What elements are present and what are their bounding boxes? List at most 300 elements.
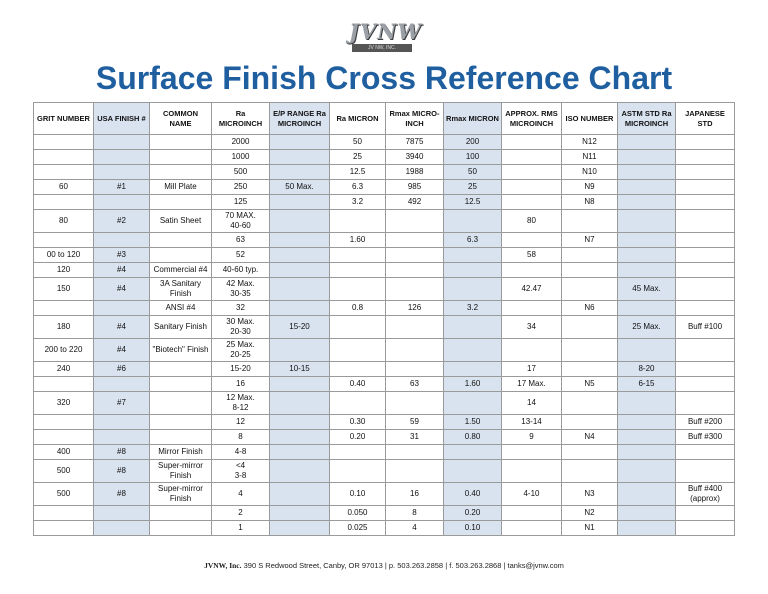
table-cell xyxy=(676,195,735,210)
table-cell xyxy=(150,165,212,180)
table-cell: 80 xyxy=(34,210,94,233)
table-cell xyxy=(330,362,386,377)
table-cell: N6 xyxy=(562,301,618,316)
table-cell: #4 xyxy=(94,263,150,278)
table-cell: 1 xyxy=(212,521,270,536)
table-cell xyxy=(270,377,330,392)
table-cell xyxy=(676,521,735,536)
table-cell: #3 xyxy=(94,248,150,263)
cross-reference-table xyxy=(33,102,735,536)
table-cell: 12 xyxy=(212,415,270,430)
table-cell: 70 MAX. 40-60 xyxy=(212,210,270,233)
table-row xyxy=(34,278,735,301)
table-cell: 3.2 xyxy=(444,301,502,316)
table-cell: Commercial #4 xyxy=(150,263,212,278)
table-cell: #8 xyxy=(94,483,150,506)
table-row xyxy=(34,415,735,430)
table-cell xyxy=(618,180,676,195)
table-cell xyxy=(34,195,94,210)
table-cell xyxy=(330,460,386,483)
table-cell xyxy=(150,233,212,248)
table-cell: 1.60 xyxy=(330,233,386,248)
table-cell: 100 xyxy=(444,150,502,165)
table-cell xyxy=(618,521,676,536)
table-row xyxy=(34,392,735,415)
table-cell xyxy=(330,339,386,362)
table-cell xyxy=(34,377,94,392)
table-cell xyxy=(150,135,212,150)
table-row xyxy=(34,362,735,377)
table-cell: 6-15 xyxy=(618,377,676,392)
footer-brand: JVNW, Inc. xyxy=(204,561,242,570)
table-cell: 0.30 xyxy=(330,415,386,430)
table-cell: 1.60 xyxy=(444,377,502,392)
table-cell: 6.3 xyxy=(444,233,502,248)
footer-separator: | xyxy=(445,561,450,570)
table-cell xyxy=(270,195,330,210)
table-cell xyxy=(562,445,618,460)
table-cell xyxy=(676,278,735,301)
table-cell: 126 xyxy=(386,301,444,316)
table-cell xyxy=(676,339,735,362)
table-cell: 8 xyxy=(212,430,270,445)
table-cell xyxy=(618,506,676,521)
table-cell xyxy=(94,415,150,430)
table-cell xyxy=(502,521,562,536)
table-cell xyxy=(502,233,562,248)
table-cell: 4-10 xyxy=(502,483,562,506)
table-row xyxy=(34,521,735,536)
table-cell xyxy=(562,316,618,339)
table-cell xyxy=(386,233,444,248)
table-cell: "Biotech" Finish xyxy=(150,339,212,362)
table-cell: N2 xyxy=(562,506,618,521)
table-row xyxy=(34,180,735,195)
table-cell: N11 xyxy=(562,150,618,165)
table-cell xyxy=(502,506,562,521)
table-cell xyxy=(562,392,618,415)
table-cell: 500 xyxy=(34,483,94,506)
table-cell: 320 xyxy=(34,392,94,415)
table-cell: 12 Max. 8-12 xyxy=(212,392,270,415)
table-cell xyxy=(444,339,502,362)
table-cell xyxy=(676,362,735,377)
table-cell: 0.10 xyxy=(330,483,386,506)
table-cell: 500 xyxy=(212,165,270,180)
table-cell: Super-mirror Finish xyxy=(150,460,212,483)
table-cell: Mill Plate xyxy=(150,180,212,195)
table-cell: 63 xyxy=(212,233,270,248)
logo-subtext: JV NW, INC. xyxy=(352,44,412,52)
table-cell xyxy=(150,377,212,392)
table-cell: 16 xyxy=(386,483,444,506)
table-cell: N3 xyxy=(562,483,618,506)
table-cell: <4 3-8 xyxy=(212,460,270,483)
table-cell xyxy=(502,150,562,165)
column-header: E/P RANGE Ra MICROINCH xyxy=(270,103,330,135)
table-cell: 2 xyxy=(212,506,270,521)
table-cell xyxy=(444,263,502,278)
table-cell xyxy=(618,445,676,460)
table-row xyxy=(34,210,735,233)
table-cell xyxy=(618,301,676,316)
table-cell xyxy=(676,135,735,150)
table-cell xyxy=(618,415,676,430)
table-cell xyxy=(618,233,676,248)
table-cell: 25 xyxy=(444,180,502,195)
table-cell xyxy=(270,460,330,483)
table-cell: #4 xyxy=(94,339,150,362)
table-row xyxy=(34,430,735,445)
table-cell: N1 xyxy=(562,521,618,536)
table-cell: 3A Sanitary Finish xyxy=(150,278,212,301)
page-title: Surface Finish Cross Reference Chart xyxy=(95,60,673,96)
table-cell: 80 xyxy=(502,210,562,233)
table-cell xyxy=(618,150,676,165)
table-cell: 125 xyxy=(212,195,270,210)
table-cell xyxy=(502,339,562,362)
table-cell xyxy=(444,445,502,460)
column-header: Rmax MICRON xyxy=(444,103,502,135)
table-cell xyxy=(618,430,676,445)
table-cell: N4 xyxy=(562,430,618,445)
table-cell: 1988 xyxy=(386,165,444,180)
table-cell xyxy=(150,521,212,536)
table-cell: N10 xyxy=(562,165,618,180)
table-cell xyxy=(330,316,386,339)
table-cell xyxy=(562,339,618,362)
table-row xyxy=(34,506,735,521)
table-cell: 15-20 xyxy=(212,362,270,377)
table-cell: 63 xyxy=(386,377,444,392)
table-cell: 0.10 xyxy=(444,521,502,536)
table-cell: 30 Max. 20-30 xyxy=(212,316,270,339)
table-cell: 14 xyxy=(502,392,562,415)
table-cell: 180 xyxy=(34,316,94,339)
table-cell xyxy=(502,263,562,278)
table-cell: 6.3 xyxy=(330,180,386,195)
table-cell: N7 xyxy=(562,233,618,248)
table-cell: 250 xyxy=(212,180,270,195)
table-cell xyxy=(562,248,618,263)
table-cell: 1000 xyxy=(212,150,270,165)
table-cell xyxy=(444,362,502,377)
table-cell xyxy=(618,483,676,506)
table-cell xyxy=(502,180,562,195)
table-cell xyxy=(562,278,618,301)
table-cell xyxy=(618,195,676,210)
table-header-row xyxy=(34,103,735,135)
table-row xyxy=(34,339,735,362)
table-row xyxy=(34,460,735,483)
table-cell xyxy=(94,195,150,210)
table-cell: 42 Max. 30-35 xyxy=(212,278,270,301)
table-cell xyxy=(34,150,94,165)
table-cell: 00 to 120 xyxy=(34,248,94,263)
table-cell xyxy=(270,233,330,248)
column-header: USA FINISH # xyxy=(94,103,150,135)
table-cell xyxy=(270,521,330,536)
table-cell: N8 xyxy=(562,195,618,210)
table-cell xyxy=(330,248,386,263)
table-cell xyxy=(676,460,735,483)
table-cell xyxy=(618,248,676,263)
table-cell: #4 xyxy=(94,278,150,301)
table-cell xyxy=(502,165,562,180)
table-cell xyxy=(676,301,735,316)
table-cell xyxy=(150,195,212,210)
table-cell xyxy=(502,445,562,460)
table-cell xyxy=(330,445,386,460)
table-cell xyxy=(444,210,502,233)
table-cell: 12.5 xyxy=(444,195,502,210)
table-cell: 492 xyxy=(386,195,444,210)
table-cell xyxy=(94,135,150,150)
table-cell: 985 xyxy=(386,180,444,195)
table-cell: 52 xyxy=(212,248,270,263)
table-cell: 150 xyxy=(34,278,94,301)
table-cell xyxy=(270,301,330,316)
table-cell: 50 Max. xyxy=(270,180,330,195)
column-header: Ra MICRON xyxy=(330,103,386,135)
table-cell xyxy=(618,210,676,233)
table-cell xyxy=(386,362,444,377)
column-header: GRIT NUMBER xyxy=(34,103,94,135)
table-cell xyxy=(676,377,735,392)
table-cell: ANSI #4 xyxy=(150,301,212,316)
table-cell xyxy=(34,521,94,536)
table-cell: 25 xyxy=(330,150,386,165)
footer-fax: f. 503.263.2868 xyxy=(449,561,502,570)
table-cell xyxy=(502,135,562,150)
table-cell xyxy=(270,483,330,506)
table-cell xyxy=(618,392,676,415)
table-cell xyxy=(618,460,676,483)
table-cell: 1.50 xyxy=(444,415,502,430)
table-cell: 25 Max. xyxy=(618,316,676,339)
table-cell xyxy=(34,430,94,445)
table-cell: 9 xyxy=(502,430,562,445)
table-row xyxy=(34,233,735,248)
table-cell: #7 xyxy=(94,392,150,415)
table-cell: 50 xyxy=(444,165,502,180)
footer-email[interactable]: tanks@jvnw.com xyxy=(507,561,564,570)
table-cell: Buff #400 (approx) xyxy=(676,483,735,506)
table-cell xyxy=(330,392,386,415)
table-cell: 0.025 xyxy=(330,521,386,536)
table-cell xyxy=(562,415,618,430)
table-cell: 42.47 xyxy=(502,278,562,301)
table-cell xyxy=(270,150,330,165)
table-row xyxy=(34,263,735,278)
table-cell xyxy=(34,415,94,430)
table-cell: 0.20 xyxy=(444,506,502,521)
table-cell: 59 xyxy=(386,415,444,430)
table-cell xyxy=(676,150,735,165)
table-cell xyxy=(150,430,212,445)
table-cell: 0.20 xyxy=(330,430,386,445)
table-cell xyxy=(270,339,330,362)
table-cell: N5 xyxy=(562,377,618,392)
table-cell: 8 xyxy=(386,506,444,521)
table-cell: 0.40 xyxy=(444,483,502,506)
table-cell: #8 xyxy=(94,445,150,460)
table-cell xyxy=(444,278,502,301)
table-cell xyxy=(270,248,330,263)
table-cell xyxy=(270,278,330,301)
table-cell: 17 xyxy=(502,362,562,377)
table-cell xyxy=(562,210,618,233)
table-cell xyxy=(676,165,735,180)
table-cell xyxy=(270,415,330,430)
table-cell xyxy=(94,430,150,445)
table-cell: 4-8 xyxy=(212,445,270,460)
table-cell xyxy=(676,506,735,521)
column-header: COMMON NAME xyxy=(150,103,212,135)
table-cell xyxy=(270,165,330,180)
table-cell xyxy=(150,392,212,415)
table-cell: #2 xyxy=(94,210,150,233)
table-cell xyxy=(618,339,676,362)
table-cell: 0.050 xyxy=(330,506,386,521)
table-cell xyxy=(94,521,150,536)
table-row xyxy=(34,445,735,460)
table-cell: 25 Max. 20-25 xyxy=(212,339,270,362)
table-cell xyxy=(150,362,212,377)
column-header: ISO NUMBER xyxy=(562,103,618,135)
table-cell: 3.2 xyxy=(330,195,386,210)
table-cell: 2000 xyxy=(212,135,270,150)
table-row xyxy=(34,165,735,180)
table-cell: 240 xyxy=(34,362,94,377)
table-cell: #4 xyxy=(94,316,150,339)
table-cell: 200 xyxy=(444,135,502,150)
table-cell: #1 xyxy=(94,180,150,195)
table-cell: 32 xyxy=(212,301,270,316)
table-cell xyxy=(94,506,150,521)
company-logo xyxy=(349,19,423,56)
table-cell xyxy=(386,210,444,233)
table-cell xyxy=(562,460,618,483)
footer-phone: p. 503.263.2858 xyxy=(388,561,444,570)
table-cell: 4 xyxy=(386,521,444,536)
logo-wordmark: JVNW xyxy=(349,19,423,44)
table-cell xyxy=(270,445,330,460)
table-cell: 12.5 xyxy=(330,165,386,180)
table-cell xyxy=(676,248,735,263)
table-cell: Buff #100 xyxy=(676,316,735,339)
table-row xyxy=(34,377,735,392)
table-cell: 40-60 typ. xyxy=(212,263,270,278)
table-cell xyxy=(444,316,502,339)
table-cell xyxy=(94,377,150,392)
table-cell xyxy=(270,263,330,278)
table-cell xyxy=(270,210,330,233)
table-cell xyxy=(34,165,94,180)
table-cell: 7875 xyxy=(386,135,444,150)
table-cell xyxy=(34,506,94,521)
footer-separator: | xyxy=(503,561,508,570)
table-cell: Satin Sheet xyxy=(150,210,212,233)
table-cell xyxy=(94,301,150,316)
table-body xyxy=(34,135,735,536)
table-cell: 4 xyxy=(212,483,270,506)
table-cell: N12 xyxy=(562,135,618,150)
table-cell xyxy=(150,506,212,521)
table-cell xyxy=(94,233,150,248)
table-cell: 500 xyxy=(34,460,94,483)
table-cell: 0.8 xyxy=(330,301,386,316)
column-header: APPROX. RMS MICROINCH xyxy=(502,103,562,135)
table-cell xyxy=(150,415,212,430)
table-row xyxy=(34,135,735,150)
table-cell: 10-15 xyxy=(270,362,330,377)
table-cell xyxy=(386,248,444,263)
table-row xyxy=(34,150,735,165)
table-cell xyxy=(676,233,735,248)
table-cell xyxy=(386,445,444,460)
table-cell xyxy=(330,278,386,301)
table-cell xyxy=(330,210,386,233)
table-cell xyxy=(270,135,330,150)
table-cell: 400 xyxy=(34,445,94,460)
footer xyxy=(0,561,768,570)
table-cell: 34 xyxy=(502,316,562,339)
table-cell xyxy=(676,263,735,278)
table-cell xyxy=(502,460,562,483)
table-cell xyxy=(618,263,676,278)
table-row xyxy=(34,316,735,339)
column-header: Ra MICROINCH xyxy=(212,103,270,135)
table-cell: 17 Max. xyxy=(502,377,562,392)
table-cell xyxy=(444,248,502,263)
table-cell: 50 xyxy=(330,135,386,150)
table-cell xyxy=(34,135,94,150)
table-cell xyxy=(330,263,386,278)
footer-separator: | xyxy=(384,561,389,570)
table-cell: 3940 xyxy=(386,150,444,165)
table-row xyxy=(34,301,735,316)
table-cell: 0.80 xyxy=(444,430,502,445)
table-cell: 16 xyxy=(212,377,270,392)
table-cell xyxy=(562,362,618,377)
table-cell: 200 to 220 xyxy=(34,339,94,362)
column-header: Rmax MICRO-INCH xyxy=(386,103,444,135)
table-cell xyxy=(270,430,330,445)
table-cell: Super-mirror Finish xyxy=(150,483,212,506)
table-cell xyxy=(34,233,94,248)
table-cell xyxy=(34,301,94,316)
table-cell xyxy=(676,392,735,415)
table-row xyxy=(34,483,735,506)
table-cell: 0.40 xyxy=(330,377,386,392)
table-cell xyxy=(386,339,444,362)
table-row xyxy=(34,195,735,210)
table-cell xyxy=(618,165,676,180)
table-cell: Mirror Finish xyxy=(150,445,212,460)
table-cell xyxy=(676,445,735,460)
table-cell xyxy=(150,150,212,165)
table-cell: 31 xyxy=(386,430,444,445)
table-cell xyxy=(94,150,150,165)
table-cell xyxy=(150,248,212,263)
table-cell xyxy=(386,316,444,339)
table-cell: 58 xyxy=(502,248,562,263)
table-cell: 8-20 xyxy=(618,362,676,377)
table-cell xyxy=(386,278,444,301)
table-cell xyxy=(94,165,150,180)
table-cell xyxy=(502,195,562,210)
